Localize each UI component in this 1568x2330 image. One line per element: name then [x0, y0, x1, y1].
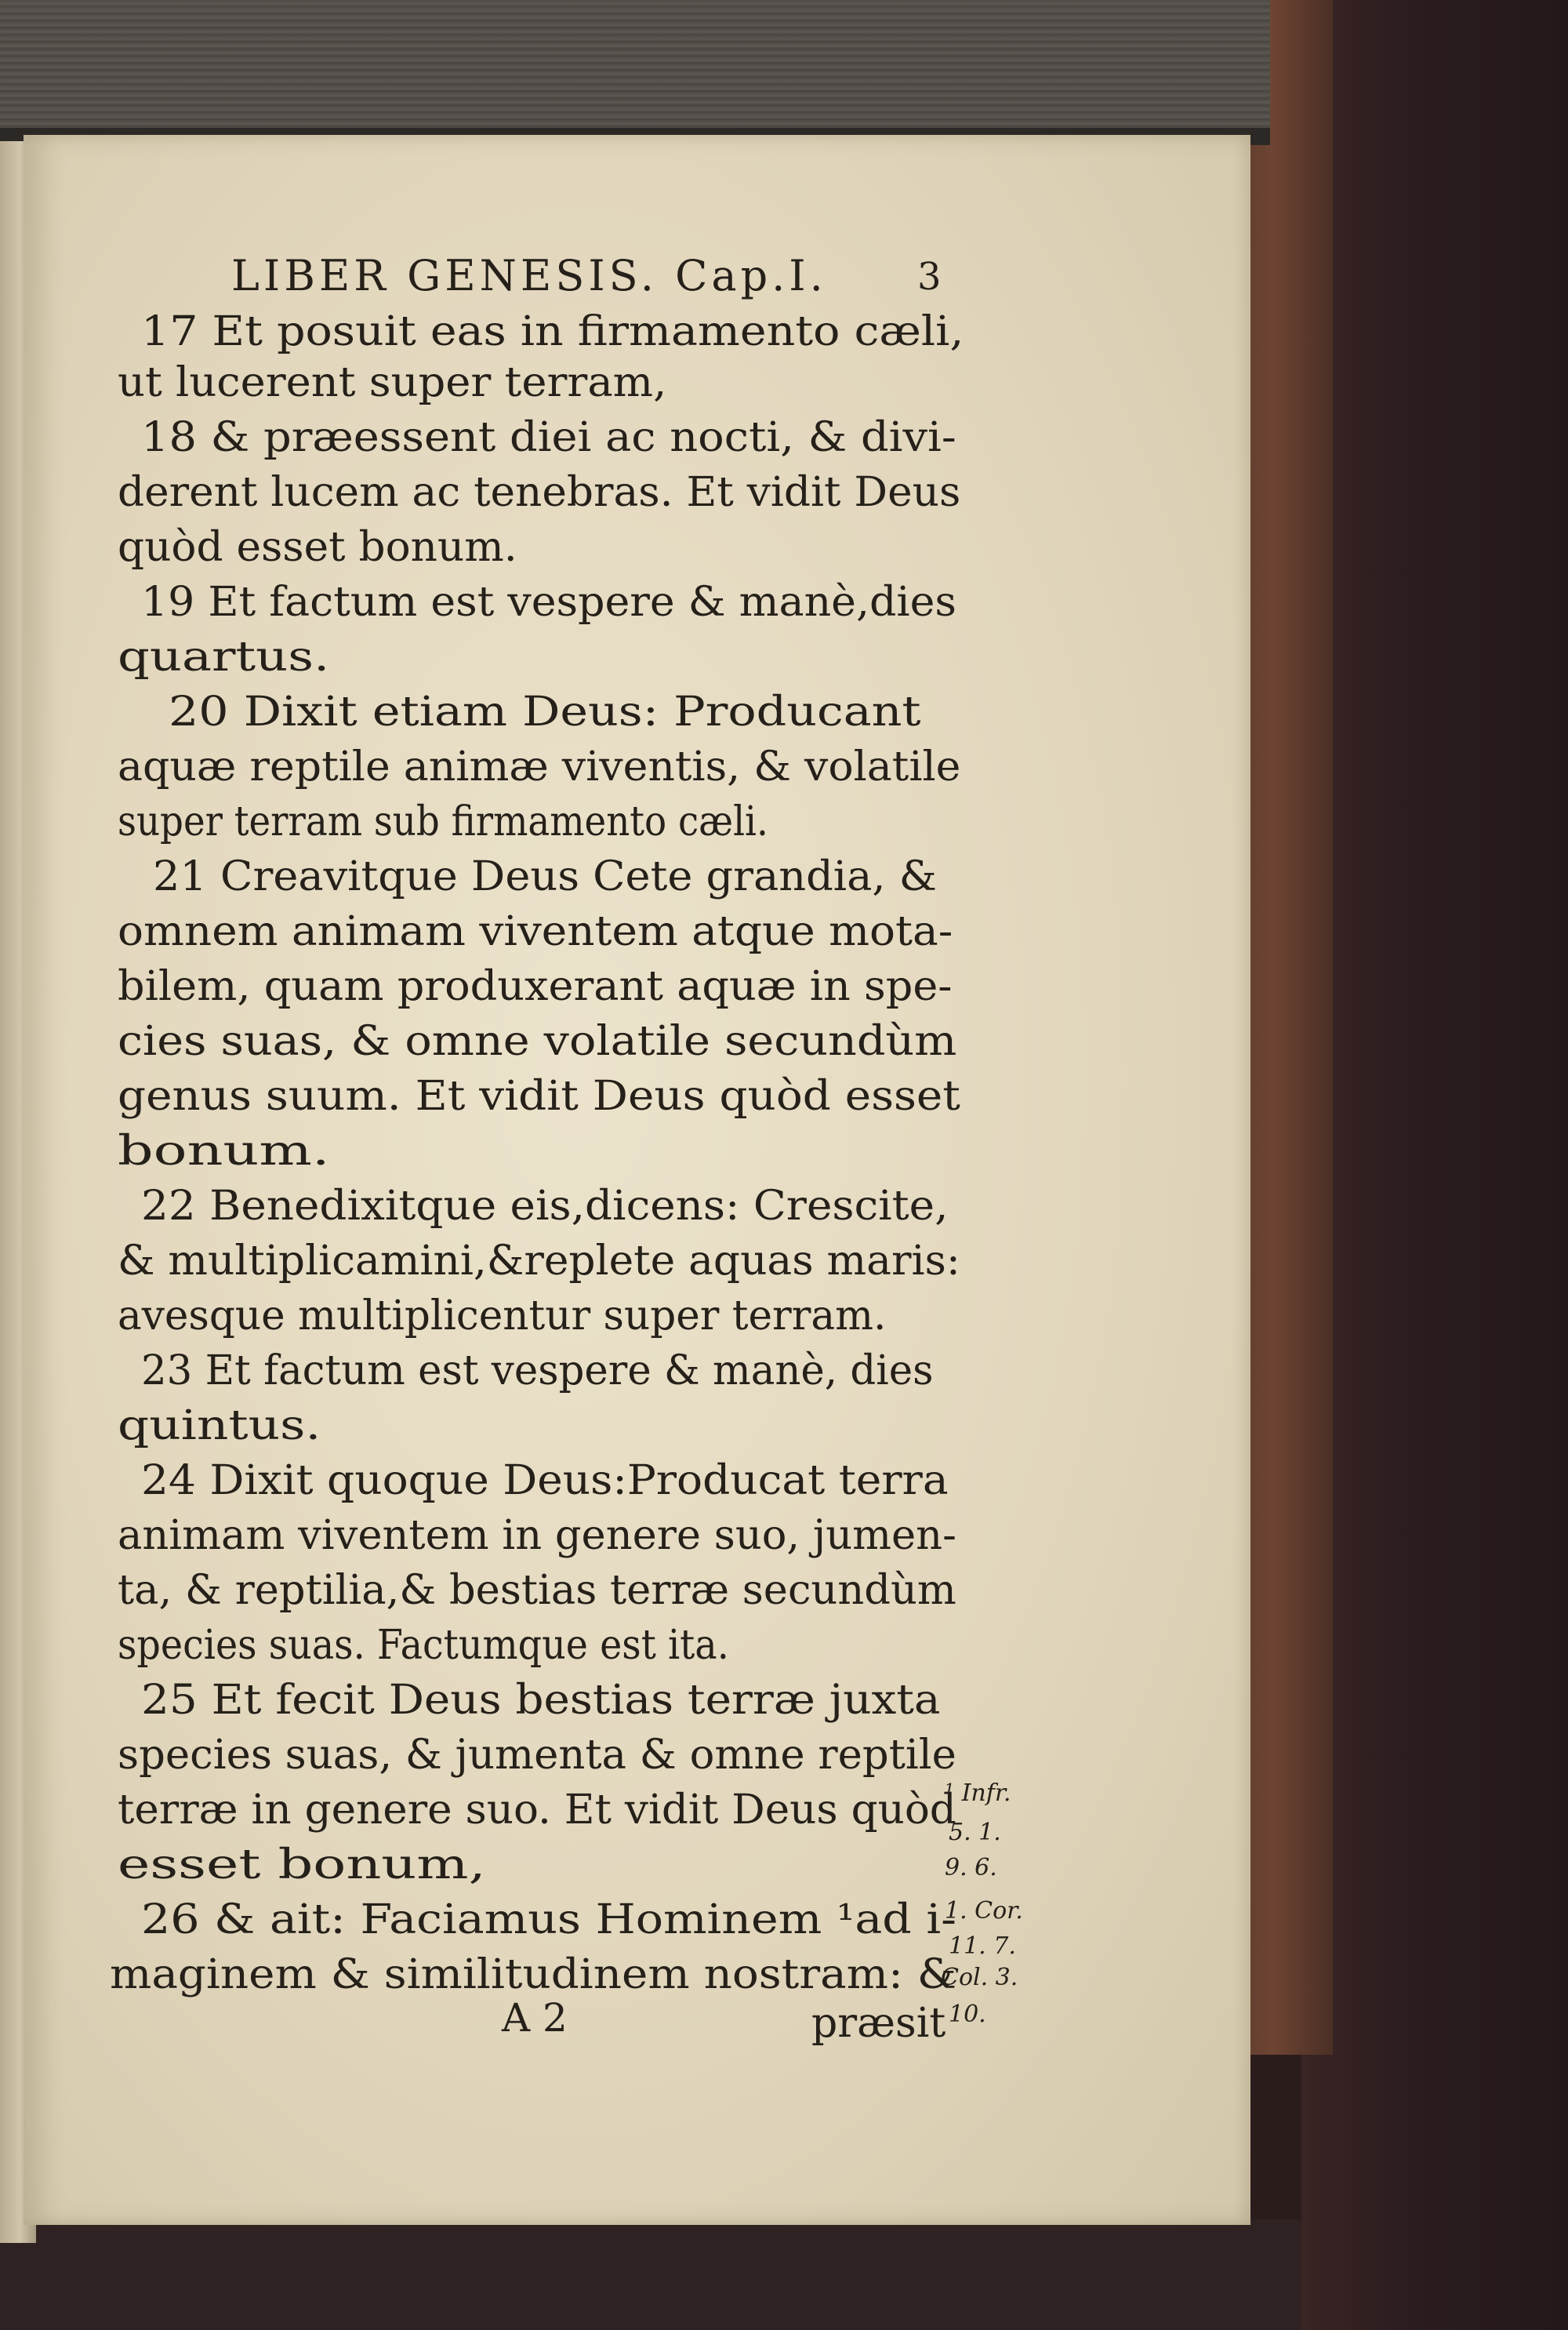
- text-line: 23 Et factum est vespere & manè, dies: [141, 1347, 934, 1394]
- text-line: aquæ reptile animæ viventis, & volatile: [118, 743, 961, 791]
- text-line: quintus.: [118, 1402, 321, 1449]
- signature-mark: A 2: [502, 1995, 568, 2041]
- marginal-note: ¹ Infr.: [945, 1779, 1011, 1807]
- text-line: & multiplicamini,&replete aquas maris:: [118, 1238, 960, 1285]
- text-line: quòd esset bonum.: [118, 524, 517, 571]
- text-line: 25 Et fecit Deus bestias terræ juxta: [141, 1677, 941, 1724]
- text-line: maginem & similitudinem nostram: &: [110, 1951, 956, 1998]
- text-line: 18 & præessent diei ac nocti, & divi-: [141, 414, 956, 461]
- text-line: 20 Dixit etiam Deus: Producant: [169, 689, 921, 736]
- text-line: 17 Et posuit eas in firmamento cæli,: [141, 308, 964, 355]
- book-page: [24, 135, 1250, 2225]
- text-line: 21 Creavitque Deus Cete grandia, &: [153, 853, 937, 900]
- book-page-stack-top: [0, 0, 1270, 145]
- text-line: species suas, & jumenta & omne reptile: [118, 1732, 956, 1779]
- marginal-note: 5. 1.: [949, 1819, 1001, 1846]
- catchword: præsit: [811, 2000, 946, 2047]
- text-line: 24 Dixit quoque Deus:Producat terra: [141, 1457, 949, 1504]
- marginal-note: 11. 7.: [949, 1932, 1016, 1960]
- page-number: 3: [917, 255, 942, 299]
- marginal-note: 10.: [949, 2001, 986, 2028]
- text-line: 26 & ait: Faciamus Hominem ¹ad i-: [141, 1896, 956, 1943]
- background-right: [1301, 0, 1568, 2330]
- text-line: terræ in genere suo. Et vidit Deus quòd: [118, 1787, 956, 1834]
- text-line: super terram sub firmamento cæli.: [118, 798, 768, 845]
- marginal-note: 9. 6.: [945, 1854, 997, 1881]
- text-line: cies suas, & omne volatile secundùm: [118, 1018, 957, 1065]
- text-line: ta, & reptilia,& bestias terræ secundùm: [118, 1567, 956, 1614]
- text-line: 19 Et factum est vespere & manè,dies: [141, 579, 956, 626]
- text-line: animam viventem in genere suo, jumen-: [118, 1512, 956, 1559]
- text-line: avesque multiplicentur super terram.: [118, 1292, 887, 1339]
- text-line: 22 Benedixitque eis,dicens: Crescite,: [141, 1183, 949, 1230]
- background-bottom: [0, 2219, 1301, 2330]
- text-line: bilem, quam produxerant aquæ in spe-: [118, 963, 953, 1010]
- text-line: ut lucerent super terram,: [118, 359, 667, 406]
- text-line: quartus.: [118, 634, 330, 681]
- text-line: bonum.: [118, 1128, 330, 1175]
- text-line: species suas. Factumque est ita.: [118, 1622, 729, 1669]
- marginal-note: 1. Cor.: [945, 1897, 1023, 1925]
- text-line: genus suum. Et vidit Deus quòd esset: [118, 1073, 960, 1120]
- text-line: esset bonum,: [118, 1841, 486, 1888]
- text-line: derent lucem ac tenebras. Et vidit Deus: [118, 469, 961, 516]
- running-head: LIBER GENESIS. Cap.I.: [231, 251, 827, 300]
- text-line: omnem animam viventem atque mota-: [118, 908, 953, 955]
- marginal-note: Col. 3.: [941, 1964, 1018, 1991]
